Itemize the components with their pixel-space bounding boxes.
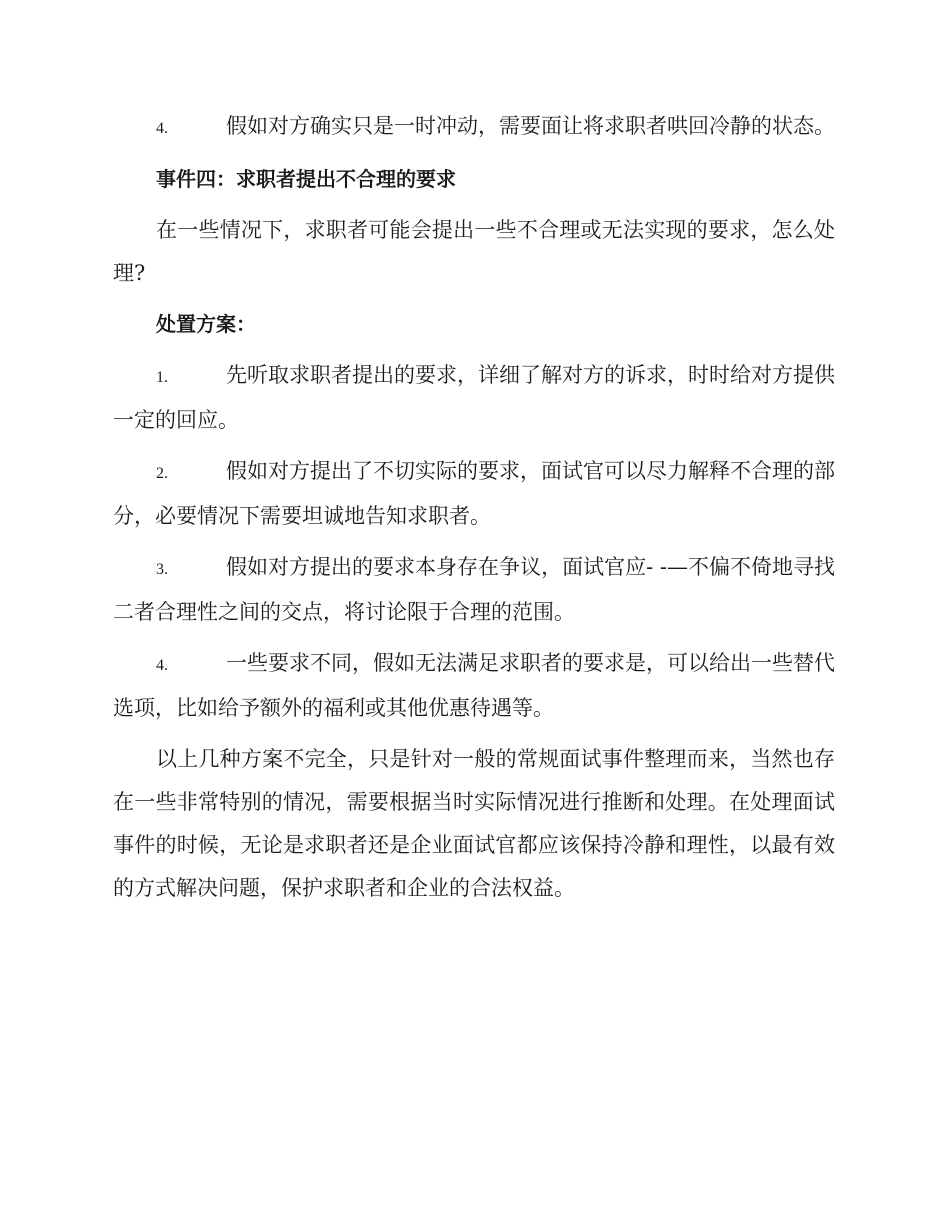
document-page <box>113 105 835 918</box>
list-item-text: 假如对方确实只是一时冲动，需要面让将求职者哄回冷静的状态。 <box>226 114 835 138</box>
list-item <box>113 450 835 538</box>
list-item-number: 1. <box>156 369 168 386</box>
section-heading: 事件四：求职者提出不合理的要求 <box>156 167 456 191</box>
list-item-number: 4. <box>156 657 168 674</box>
conclusion-paragraph: 以上几种方案不完全，只是针对一般的常规面试事件整理而来，当然也存在一些非常特别的情况，需要根据当时实际情况进行推断和处理。在处理面试事件的时候，无论是求职者还是企业面试官都应该保持冷静和理性，以最有效的方式解决问题，保护求职者和企业的合法权益。 <box>113 747 835 900</box>
list-item-number: 3. <box>156 561 168 578</box>
list-item-number: 4. <box>156 120 168 137</box>
list-item-number: 2. <box>156 465 168 482</box>
list-item-text: 假如对方提出的要求本身存在争议，面试官应- -—不偏不倚地寻找二者合理性之间的交点，将讨论限于合理的范围。 <box>113 555 835 624</box>
plan-heading: 处置方案： <box>156 312 256 336</box>
list-item-text: 一些要求不同，假如无法满足求职者的要求是，可以给出一些替代选项，比如给予额外的福利或其他优惠待遇等。 <box>113 651 835 720</box>
list-item-text: 先听取求职者提出的要求，详细了解对方的诉求，时时给对方提供一定的回应。 <box>113 363 835 432</box>
list-item <box>113 642 835 730</box>
intro-paragraph: 在一些情况下，求职者可能会提出一些不合理或无法实现的要求，怎么处理? <box>113 218 835 285</box>
list-item <box>113 105 835 150</box>
list-item <box>113 546 835 634</box>
list-item <box>113 354 835 442</box>
list-item-text: 假如对方提出了不切实际的要求，面试官可以尽力解释不合理的部分，必要情况下需要坦诚地告知求职者。 <box>113 459 835 528</box>
